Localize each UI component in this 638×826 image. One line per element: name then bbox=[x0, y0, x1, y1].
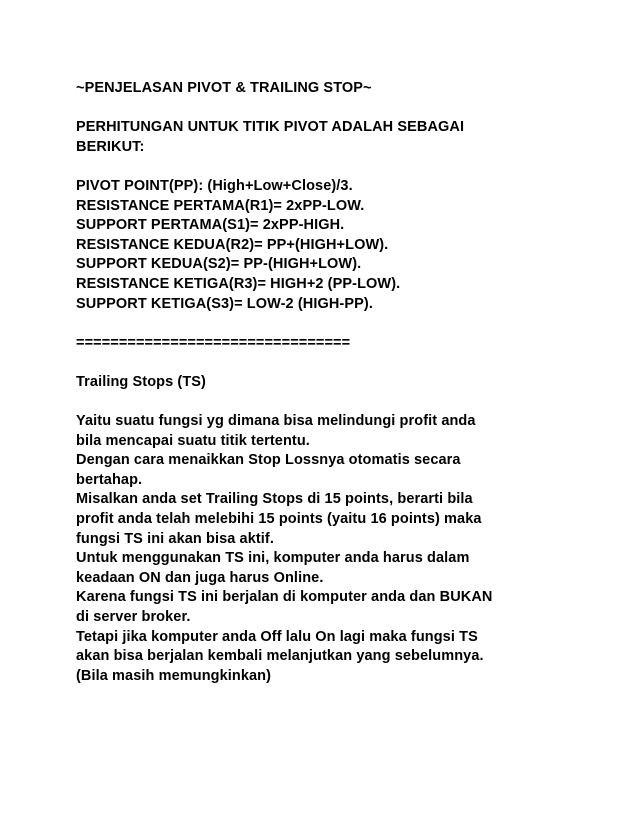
formula-support-3: SUPPORT KETIGA(S3)= LOW-2 (HIGH-PP). bbox=[76, 295, 373, 312]
body-line: bertahap. bbox=[76, 471, 143, 488]
body-line: Yaitu suatu fungsi yg dimana bisa melindungi profit anda bbox=[76, 413, 476, 430]
section-heading: Trailing Stops (TS) bbox=[76, 373, 206, 390]
formula-list bbox=[76, 177, 566, 314]
body-line: bila mencapai suatu titik tertentu. bbox=[76, 432, 310, 449]
intro-paragraph bbox=[76, 118, 566, 157]
body-line: (Bila masih memungkinkan) bbox=[76, 667, 272, 684]
trailing-stop-paragraph bbox=[76, 412, 566, 686]
body-line: akan bisa berjalan kembali melanjutkan yang sebelumnya. bbox=[76, 648, 484, 665]
formula-support-2: SUPPORT KEDUA(S2)= PP-(HIGH+LOW). bbox=[76, 256, 362, 273]
body-line: profit anda telah melebihi 15 points (yaitu 16 points) maka bbox=[76, 511, 482, 528]
body-line: fungsi TS ini akan bisa aktif. bbox=[76, 530, 274, 547]
document-body bbox=[76, 79, 566, 686]
title-block bbox=[76, 79, 566, 99]
body-line: Misalkan anda set Trailing Stops di 15 points, berarti bila bbox=[76, 491, 473, 508]
body-line: Tetapi jika komputer anda Off lalu On lagi maka fungsi TS bbox=[76, 628, 478, 645]
separator-block bbox=[76, 334, 566, 354]
section-heading-block bbox=[76, 373, 566, 393]
formula-support-1: SUPPORT PERTAMA(S1)= 2xPP-HIGH. bbox=[76, 217, 345, 234]
body-line: Untuk menggunakan TS ini, komputer anda harus dalam bbox=[76, 550, 470, 567]
body-line: keadaan ON dan juga harus Online. bbox=[76, 569, 324, 586]
formula-resistance-1: RESISTANCE PERTAMA(R1)= 2xPP-LOW. bbox=[76, 197, 365, 214]
body-line: Karena fungsi TS ini berjalan di komputer anda dan BUKAN bbox=[76, 589, 493, 606]
body-line: Dengan cara menaikkan Stop Lossnya otomatis secara bbox=[76, 452, 461, 469]
formula-resistance-3: RESISTANCE KETIGA(R3)= HIGH+2 (PP-LOW). bbox=[76, 275, 401, 292]
formula-pivot-point: PIVOT POINT(PP): (High+Low+Close)/3. bbox=[76, 177, 353, 194]
formula-resistance-2: RESISTANCE KEDUA(R2)= PP+(HIGH+LOW). bbox=[76, 236, 389, 253]
separator-line: ================================ bbox=[76, 334, 351, 351]
intro-line: PERHITUNGAN UNTUK TITIK PIVOT ADALAH SEBAGAI bbox=[76, 119, 465, 136]
intro-line: BERIKUT: bbox=[76, 138, 145, 155]
document-title: ~PENJELASAN PIVOT & TRAILING STOP~ bbox=[76, 80, 372, 96]
body-line: di server broker. bbox=[76, 609, 191, 626]
